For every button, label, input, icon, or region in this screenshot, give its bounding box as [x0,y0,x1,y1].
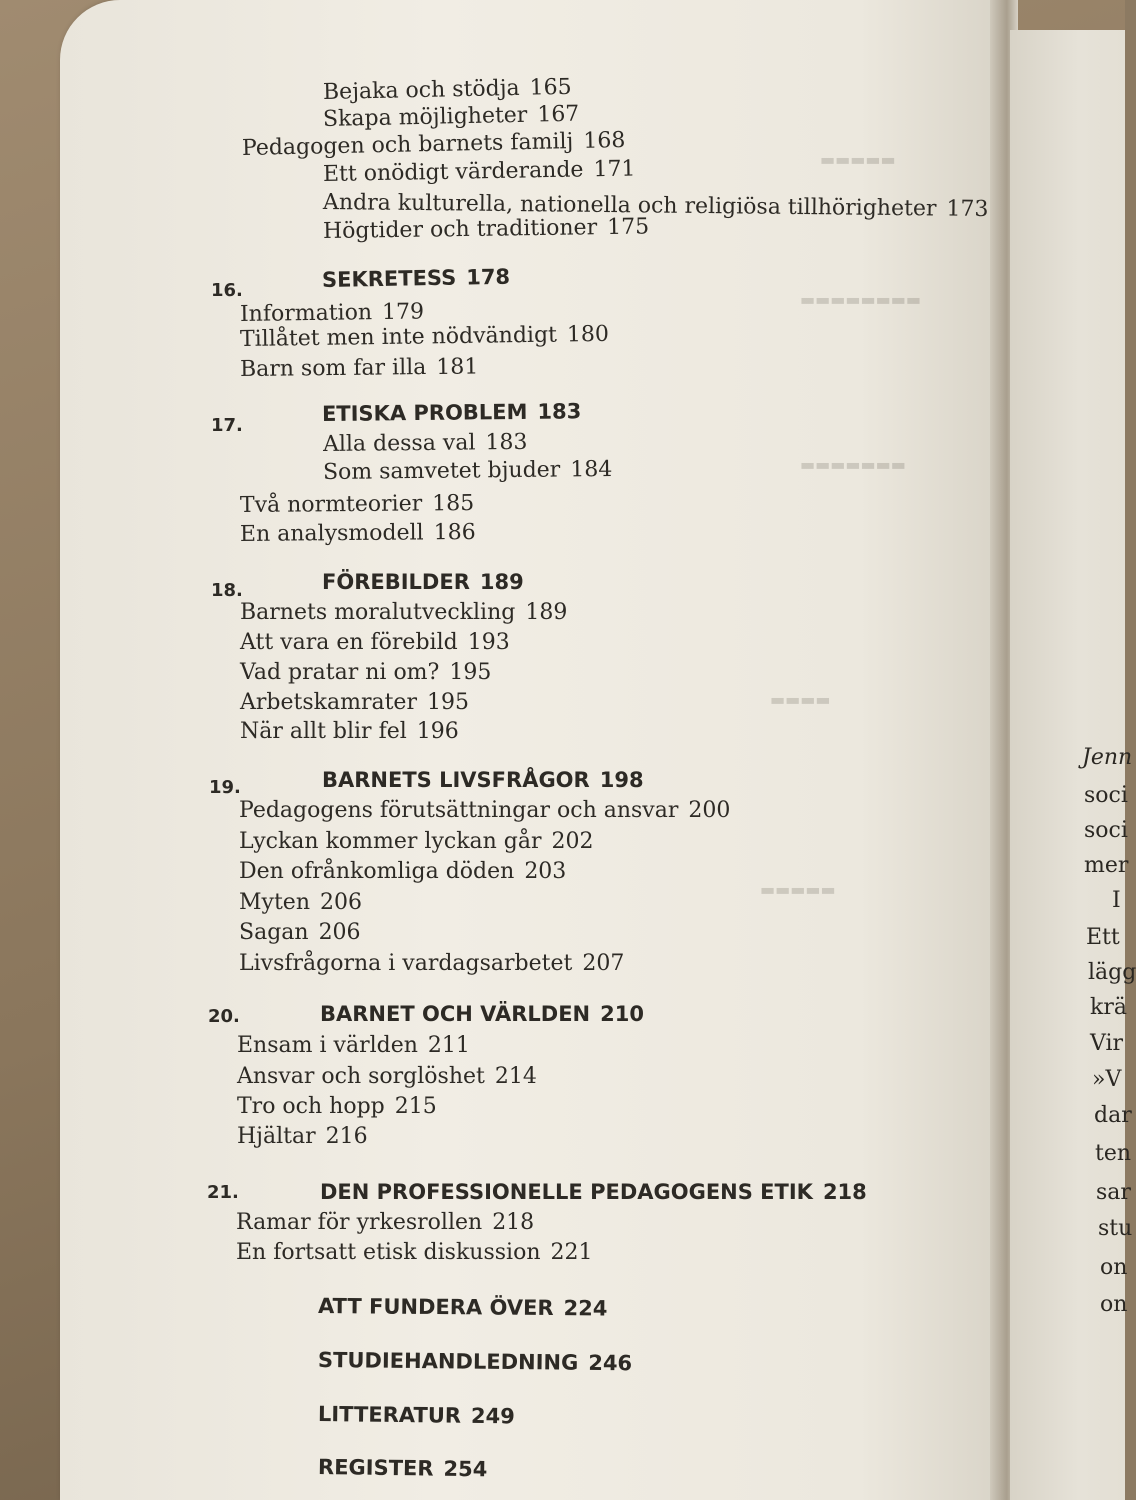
toc-entry: Tro och hopp 215 [237,1094,437,1119]
toc-entry: Myten 206 [239,890,362,915]
right-page-line: ten [1095,1141,1132,1166]
toc-entry: En fortsatt etisk diskussion 221 [236,1240,593,1265]
chapter-number: 16. [211,280,243,301]
chapter-number: 20. [208,1006,240,1027]
right-page-line: Ett [1086,925,1120,950]
toc-entry: Pedagogen och barnets familj 168 [241,127,626,161]
toc-entry: Arbetskamrater 195 [240,690,469,715]
chapter-heading: ETISKA PROBLEM 183 [321,399,582,426]
right-page-line: stu [1098,1216,1133,1241]
right-page-line: Jenn [1082,745,1133,770]
toc-entry: Alla dessa val 183 [322,429,528,457]
toc-entry: Den ofrånkomliga döden 203 [239,859,567,884]
toc-entry: Pedagogens förutsättningar och ansvar 200 [239,798,731,823]
toc-entry: Två normteorier 185 [239,490,475,518]
backmatter-heading: STUDIEHANDLEDNING 246 [317,1348,633,1376]
backmatter-heading: REGISTER 254 [317,1455,488,1482]
chapter-number: 18. [211,580,243,601]
backmatter-heading: LITTERATUR 249 [317,1402,515,1429]
toc-entry: Sagan 206 [239,920,361,945]
toc-entry: Hjältar 216 [237,1124,368,1149]
toc-entry: Lyckan kommer lyckan går 202 [239,829,594,854]
toc-entry: Vad pratar ni om? 195 [240,660,492,685]
toc-entry: Barnets moralutveckling 189 [240,600,568,625]
chapter-heading: BARNETS LIVSFRÅGOR 198 [322,768,644,792]
toc-entry: Ansvar och sorglöshet 214 [237,1064,537,1089]
chapter-number: 17. [211,415,243,436]
right-page-line: krä [1090,995,1127,1020]
right-page-line: »V [1092,1067,1122,1092]
right-page-line: on [1100,1292,1128,1317]
chapter-number: 21. [207,1182,239,1203]
toc-entry: Som samvetet bjuder 184 [322,456,613,485]
right-page-line: on [1100,1255,1128,1280]
chapter-heading: FÖREBILDER 189 [322,570,524,594]
toc-entry: Skapa möjligheter 167 [322,101,580,132]
toc-entry: Bejaka och stödja 165 [322,74,572,105]
right-page-line: dar [1094,1103,1132,1128]
toc-entry: Ensam i världen 211 [237,1033,470,1058]
right-page-line: Vir [1090,1031,1124,1056]
right-page-line: soci [1084,818,1128,843]
toc-entry: Ramar för yrkesrollen 218 [236,1210,535,1235]
toc-entry: Livsfrågorna i vardagsarbetet 207 [239,951,625,976]
chapter-heading: SEKRETESS 178 [321,264,511,292]
right-page-line: soci [1084,783,1128,808]
toc-entry: Tillåtet men inte nödvändigt 180 [239,321,610,352]
toc-entry: Information 179 [239,299,425,327]
toc-entry: Barn som far illa 181 [239,354,479,382]
toc-entry: När allt blir fel 196 [240,719,459,744]
toc-entry: Andra kulturella, nationella och religiösa tillhörigheter 173 [322,190,989,222]
toc-entry: En analysmodell 186 [239,519,476,547]
chapter-heading: DEN PROFESSIONELLE PEDAGOGENS ETIK 218 [320,1180,867,1204]
toc-entry: Ett onödigt värderande 171 [322,156,636,187]
right-page-line: I [1112,888,1121,913]
right-page-line: lägg [1088,960,1136,985]
chapter-number: 19. [209,777,241,798]
toc-entry: Att vara en förebild 193 [240,630,510,655]
backmatter-heading: ATT FUNDERA ÖVER 224 [317,1294,608,1321]
right-page-line: sar [1096,1180,1131,1205]
right-page-line: mer [1084,853,1129,878]
chapter-heading: BARNET OCH VÄRLDEN 210 [320,1002,644,1026]
toc-entry: Högtider och traditioner 175 [322,214,650,244]
